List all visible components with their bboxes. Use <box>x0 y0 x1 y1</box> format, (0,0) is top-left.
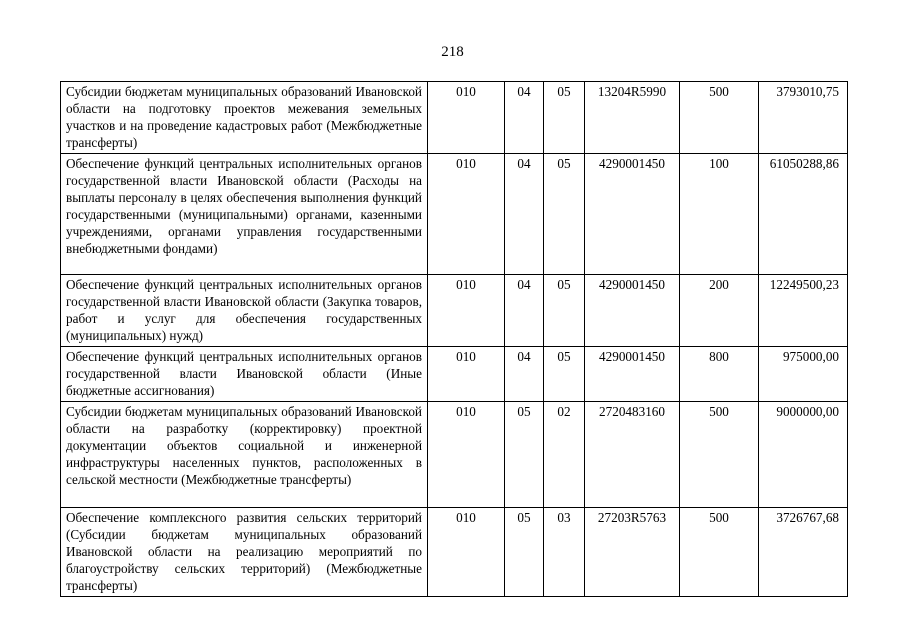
ministry-code-cell: 010 <box>428 508 505 597</box>
target-article-cell: 4290001450 <box>585 275 680 347</box>
section-code-cell: 04 <box>505 82 544 154</box>
page-number: 218 <box>441 44 464 60</box>
section-code-cell: 04 <box>505 275 544 347</box>
target-article-cell: 2720483160 <box>585 402 680 508</box>
expense-name-cell: Обеспечение функций центральных исполнительных органов государственной власти Ивановской области (Расходы на выплаты персоналу в целях обеспечения выполнения функций государственными (муниципальными) органами, казенными учреждениями, органами управления государственными внебюджетными фондами) <box>61 154 428 275</box>
subsection-code-cell: 05 <box>544 347 585 402</box>
amount-cell: 12249500,23 <box>759 275 848 347</box>
expense-name-cell: Субсидии бюджетам муниципальных образований Ивановской области на разработку (корректировку) проектной документации объектов социальной и инженерной инфраструктуры населенных пунктов, расположенных в сельской местности (Межбюджетные трансферты) <box>61 402 428 508</box>
table-row <box>61 508 848 597</box>
amount-cell: 975000,00 <box>759 347 848 402</box>
subsection-code-cell: 05 <box>544 82 585 154</box>
ministry-code-cell: 010 <box>428 402 505 508</box>
ministry-code-cell: 010 <box>428 154 505 275</box>
target-article-cell: 27203R5763 <box>585 508 680 597</box>
expense-name-cell: Субсидии бюджетам муниципальных образований Ивановской области на подготовку проектов межевания земельных участков и на проведение кадастровых работ (Межбюджетные трансферты) <box>61 82 428 154</box>
target-article-cell: 4290001450 <box>585 347 680 402</box>
expense-type-cell: 500 <box>680 508 759 597</box>
section-code-cell: 04 <box>505 154 544 275</box>
budget-table <box>60 81 848 597</box>
subsection-code-cell: 02 <box>544 402 585 508</box>
ministry-code-cell: 010 <box>428 82 505 154</box>
expense-type-cell: 500 <box>680 402 759 508</box>
amount-cell: 9000000,00 <box>759 402 848 508</box>
table-row <box>61 154 848 275</box>
subsection-code-cell: 05 <box>544 154 585 275</box>
target-article-cell: 4290001450 <box>585 154 680 275</box>
ministry-code-cell: 010 <box>428 347 505 402</box>
amount-cell: 3793010,75 <box>759 82 848 154</box>
expense-type-cell: 200 <box>680 275 759 347</box>
ministry-code-cell: 010 <box>428 275 505 347</box>
subsection-code-cell: 03 <box>544 508 585 597</box>
subsection-code-cell: 05 <box>544 275 585 347</box>
section-code-cell: 04 <box>505 347 544 402</box>
expense-type-cell: 100 <box>680 154 759 275</box>
expense-name-cell: Обеспечение функций центральных исполнительных органов государственной власти Ивановской области (Закупка товаров, работ и услуг для обеспечения государственных (муниципальных) нужд) <box>61 275 428 347</box>
table-row <box>61 82 848 154</box>
amount-cell: 3726767,68 <box>759 508 848 597</box>
amount-cell: 61050288,86 <box>759 154 848 275</box>
expense-name-cell: Обеспечение комплексного развития сельских территорий (Субсидии бюджетам муниципальных образований Ивановской области на реализацию мероприятий по благоустройству сельских территорий) (Межбюджетные трансферты) <box>61 508 428 597</box>
section-code-cell: 05 <box>505 402 544 508</box>
section-code-cell: 05 <box>505 508 544 597</box>
expense-name-cell: Обеспечение функций центральных исполнительных органов государственной власти Ивановской области (Иные бюджетные ассигнования) <box>61 347 428 402</box>
table-row <box>61 402 848 508</box>
table-row <box>61 347 848 402</box>
expense-type-cell: 800 <box>680 347 759 402</box>
table-row <box>61 275 848 347</box>
target-article-cell: 13204R5990 <box>585 82 680 154</box>
expense-type-cell: 500 <box>680 82 759 154</box>
